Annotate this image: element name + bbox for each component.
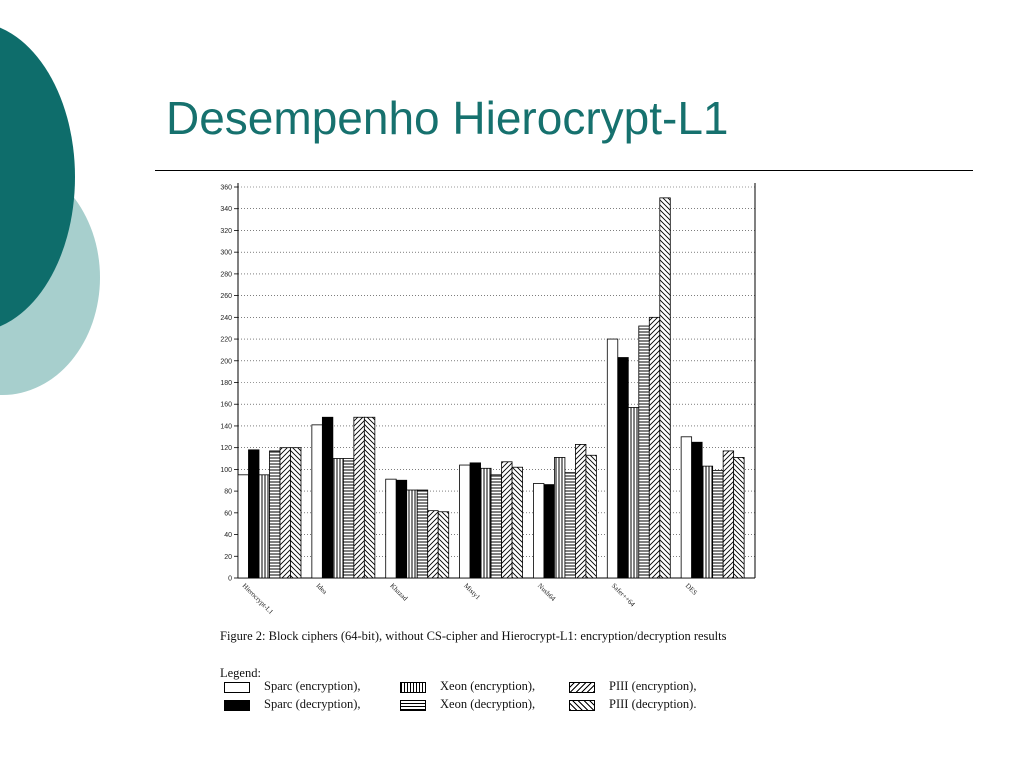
y-tick-label: 160 — [220, 401, 232, 409]
x-tick-label: Misty1 — [462, 581, 482, 602]
y-tick-label: 120 — [220, 445, 232, 453]
bar — [502, 462, 512, 578]
y-tick-label: 340 — [220, 206, 232, 214]
bar — [565, 473, 576, 578]
legend-label: PIII (decryption). — [609, 697, 697, 711]
y-tick-label: 260 — [220, 293, 232, 301]
bar — [639, 326, 650, 578]
bar — [280, 448, 291, 578]
legend-label: Sparc (decryption), — [264, 697, 361, 711]
bar — [428, 511, 439, 578]
x-tick-label: Khazad — [388, 581, 410, 603]
bar — [734, 457, 745, 578]
bar — [660, 198, 671, 578]
bar — [396, 480, 407, 578]
bar-chart — [195, 175, 785, 625]
bar — [249, 450, 260, 578]
y-tick-label: 0 — [228, 575, 232, 583]
bar — [481, 468, 492, 578]
y-tick-label: 220 — [220, 336, 232, 344]
bar — [554, 457, 565, 578]
slide-title: Desempenho Hierocrypt-L1 — [166, 92, 729, 144]
bar — [723, 451, 734, 578]
y-tick-label: 60 — [224, 510, 232, 518]
bar — [681, 437, 692, 578]
bar — [354, 417, 365, 578]
bar — [407, 490, 418, 578]
bar — [312, 425, 323, 578]
y-tick-label: 240 — [220, 314, 232, 322]
bar — [386, 479, 397, 578]
bar — [343, 459, 354, 578]
y-tick-label: 360 — [220, 184, 232, 192]
x-tick-label: Safer++64 — [609, 581, 637, 609]
y-tick-label: 100 — [220, 466, 232, 474]
bar — [270, 451, 281, 578]
x-tick-label: Idea — [314, 581, 329, 596]
legend-swatch-horizontal — [400, 700, 426, 711]
legend-swatch-diagonal — [569, 682, 595, 693]
bar — [322, 417, 333, 578]
legend-label: Xeon (encryption), — [440, 679, 536, 693]
bar — [702, 466, 713, 578]
figure-caption: Figure 2: Block ciphers (64-bit), without CS-cipher and Hierocrypt-L1: encryption/decryption results — [220, 629, 727, 643]
x-tick-label: Nush64 — [536, 581, 558, 603]
y-tick-label: 280 — [220, 271, 232, 279]
bar — [238, 475, 249, 578]
legend-title: Legend: — [220, 666, 261, 680]
bar — [575, 444, 586, 578]
legend-label: Sparc (encryption), — [264, 679, 361, 693]
bar — [438, 512, 449, 578]
title-divider — [155, 170, 973, 171]
bar — [533, 484, 544, 578]
legend-swatch-white — [224, 682, 250, 693]
bar — [512, 467, 523, 578]
legend-swatch-vertical — [400, 682, 426, 693]
legend-swatch-antidiagonal — [569, 700, 595, 711]
bar — [259, 475, 270, 578]
bar — [417, 490, 428, 578]
y-tick-label: 320 — [220, 227, 232, 235]
bar — [649, 317, 660, 578]
y-tick-label: 20 — [224, 553, 232, 561]
legend-label: PIII (encryption), — [609, 679, 697, 693]
bar — [618, 358, 629, 578]
bar — [586, 455, 597, 578]
bar — [291, 448, 302, 578]
bar — [460, 465, 471, 578]
y-tick-label: 40 — [224, 532, 232, 540]
bar — [628, 407, 639, 578]
y-tick-label: 140 — [220, 423, 232, 431]
bar — [713, 470, 724, 578]
y-tick-label: 300 — [220, 249, 232, 257]
bar — [607, 339, 618, 578]
bar — [470, 463, 481, 578]
bar — [692, 442, 703, 578]
bar — [544, 485, 555, 578]
bar — [364, 417, 375, 578]
x-tick-label: DES — [683, 581, 699, 597]
legend-label: Xeon (decryption), — [440, 697, 536, 711]
y-tick-label: 80 — [224, 488, 232, 496]
y-tick-label: 180 — [220, 380, 232, 387]
y-tick-label: 200 — [220, 358, 232, 366]
legend-swatch-black — [224, 700, 250, 711]
x-tick-label: Hierocrypt-L1 — [240, 581, 275, 617]
bar — [333, 459, 344, 578]
bar — [491, 475, 502, 578]
